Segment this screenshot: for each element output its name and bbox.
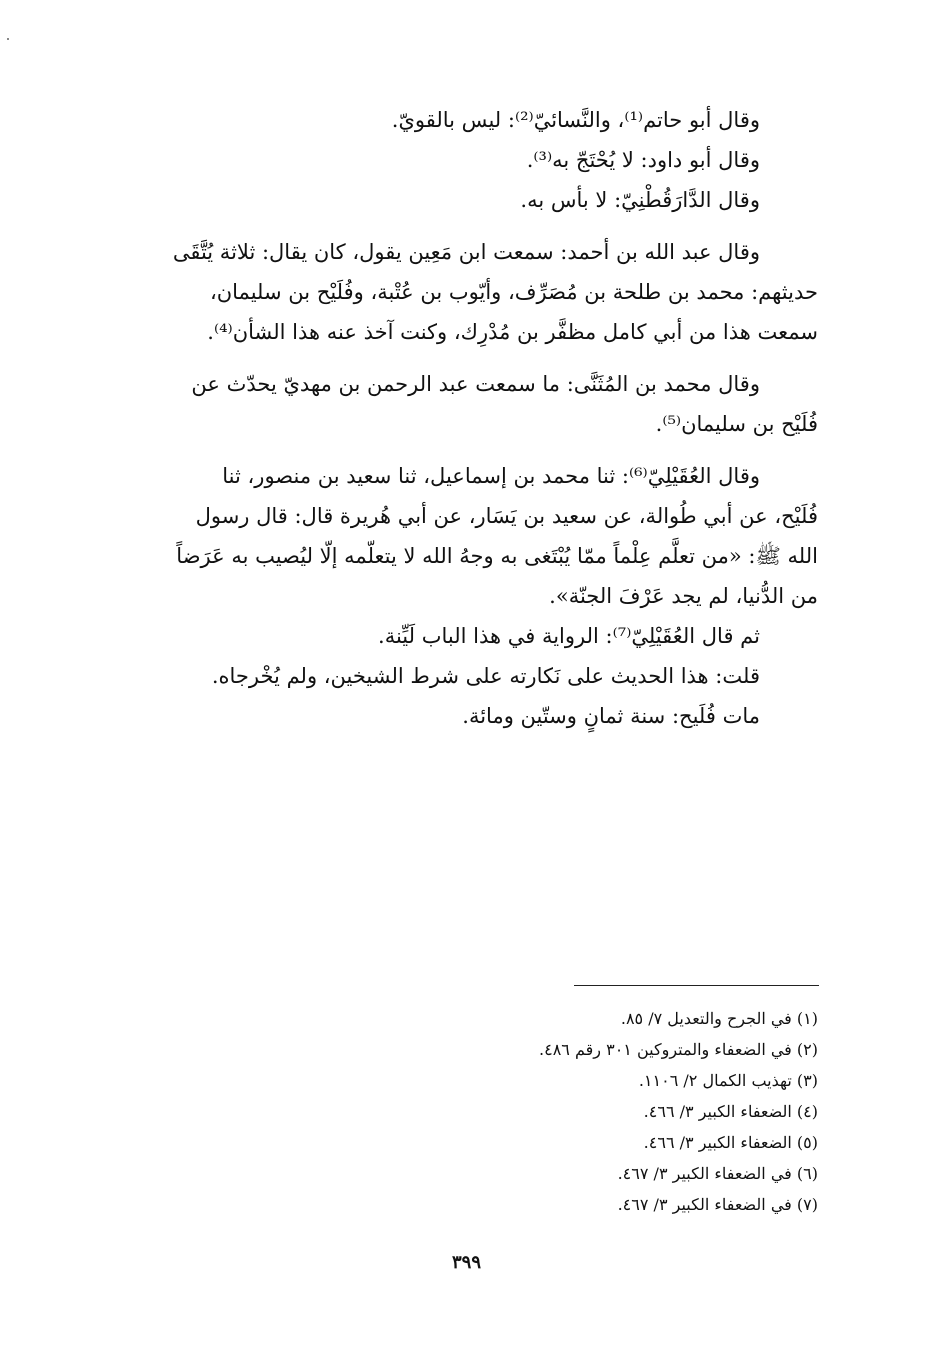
footnote: (٣) تهذيب الكمال ٢/ ١١٠٦. [638,1071,818,1090]
paragraph-4 [118,456,818,616]
text-line: فُلَيْح بن سليمان⁽⁵⁾. [655,412,818,436]
paragraph-5 [118,616,818,736]
text-line: مات فُلَيح: سنة ثمانٍ وستّين ومائة. [462,704,760,728]
footnote: (٤) الضعفاء الكبير ٣/ ٤٦٦. [643,1102,818,1121]
main-text [118,100,818,748]
footnote: (١) في الجرح والتعديل ٧/ ٨٥. [620,1009,818,1028]
text-line: وقال الدَّارَقُطْنِيّ: لا بأس به. [520,188,760,212]
footnote: (٢) في الضعفاء والمتروكين ٣٠١ رقم ٤٨٦. [539,1040,818,1059]
text-line: حديثهم: محمد بن طلحة بن مُصَرِّف، وأيّوب بن عُتْبة، وفُلَيْح بن سليمان، [209,280,818,304]
paragraph-1 [118,100,818,220]
text-line: الله ﷺ: «من تعلَّم عِلْماً ممّا يُبْتَغى به وجهُ الله لا يتعلّمه إلّا ليُصيب به عَرَضاً [176,544,818,568]
footnote: (٦) في الضعفاء الكبير ٣/ ٤٦٧. [617,1164,818,1183]
paragraph-2 [118,232,818,352]
text-line: قلت: هذا الحديث على نَكارته على شرط الشيخين، ولم يُخْرجاه. [211,664,760,688]
footnote-divider [574,985,819,986]
text-line: سمعت هذا من أبي كامل مظفَّر بن مُدْرِك، وكنت آخذ عنه هذا الشأن⁽⁴⁾. [207,320,818,344]
footnotes [539,1003,818,1220]
text-line: وقال أبو حاتم⁽¹⁾، والنَّسائيّ⁽²⁾: ليس بالقويّ. [391,108,760,132]
scan-mark [7,38,9,40]
text-line: وقال محمد بن المُثَنَّى: ما سمعت عبد الرحمن بن مهديّ يحدّث عن [191,372,760,396]
text-line: ثم قال العُقَيْلِيّ⁽⁷⁾: الرواية في هذا الباب لَيِّنة. [378,624,760,648]
paragraph-3 [118,364,818,444]
text-line: فُلَيْح، عن أبي طُوالة، عن سعيد بن يَسَار، عن أبي هُريرة قال: قال رسول [195,504,818,528]
text-line: وقال عبد الله بن أحمد: سمعت ابن مَعِين يقول، كان يقال: ثلاثة يُتَّقَى [172,240,760,264]
text-line: وقال العُقَيْلِيّ⁽⁶⁾: ثنا محمد بن إسماعيل، ثنا سعيد بن منصور، ثنا [222,464,760,488]
page-number: ٣٩٩ [451,1252,481,1273]
footnote: (٥) الضعفاء الكبير ٣/ ٤٦٦. [643,1133,818,1152]
footnote: (٧) في الضعفاء الكبير ٣/ ٤٦٧. [617,1195,818,1214]
text-line: من الدُّنيا، لم يجد عَرْفَ الجنّة». [549,584,818,608]
text-line: وقال أبو داود: لا يُحْتَجّ به⁽³⁾. [526,148,760,172]
